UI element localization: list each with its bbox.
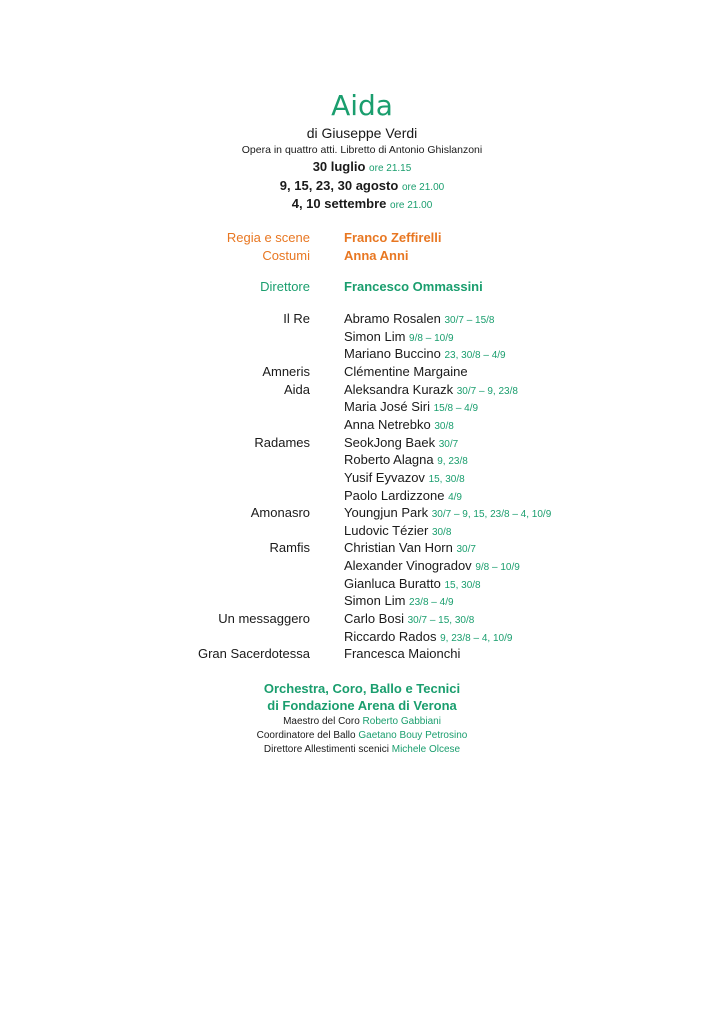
credit-label: Coordinatore del Ballo [256,730,356,741]
role-label: Gran Sacerdotessa [197,646,310,662]
performance-dates: 30/7 – 15/8 [444,315,495,326]
singer-name: Abramo Rosalen [344,311,441,326]
cast-row [0,416,724,434]
role-label: Il Re [283,311,310,326]
role-label: Regia e scene [226,230,310,245]
credit-name: Gaetano Bouy Petrosino [358,730,468,741]
person-name: Anna Anni [344,248,409,263]
singer-name: Riccardo Rados [344,628,437,644]
credit-label: Direttore Allestimenti scenici [263,744,389,755]
date-text: 4, 10 settembre [291,196,387,211]
staff-credit [0,729,724,743]
performance-date [0,195,724,215]
role-label: Aida [283,381,310,397]
singer-name: Yusif Eyvazov [344,469,425,485]
performance-dates: 30/7 – 9, 23/8 [456,385,518,397]
opera-title: Aida [331,89,393,122]
credit-name: Roberto Gabbiani [362,716,441,727]
cast-row [0,469,724,487]
production-credit-row [0,247,724,265]
cast-row [0,363,724,381]
singer-name: Maria José Siri [344,399,430,415]
organization-line: Orchestra, Coro, Ballo e Tecnici [263,681,461,696]
time-text: ore 21.00 [390,200,433,211]
singer-name: Mariano Buccino [344,346,441,362]
role-label: Costumi [262,248,310,263]
role-label: Ramfis [269,540,310,556]
credit-name: Michele Olcese [391,744,461,755]
performance-dates: 23, 30/8 – 4/9 [444,350,506,362]
performance-dates: 30/7 [456,544,476,556]
singer-name: Gianluca Buratto [344,575,441,591]
performance-dates: 9/8 – 10/9 [409,332,454,344]
singer-name: Clémentine Margaine [344,363,468,379]
performance-date [0,177,724,197]
production-credit-row [0,229,724,247]
role-label: Radames [254,434,310,450]
performance-dates: 15, 30/8 [428,473,465,485]
cast-row [0,381,724,399]
role-label: Amonasro [250,505,310,521]
performance-dates: 15, 30/8 [444,579,481,591]
time-text: ore 21.00 [401,182,445,193]
cast-row [0,451,724,469]
staff-credit [0,743,724,757]
cast-row [0,522,724,540]
cast-row [0,592,724,610]
organization-line: di Fondazione Arena di Verona [267,698,457,713]
cast-row [0,539,724,557]
cast-row [0,345,724,363]
cast-row [0,504,724,522]
cast-row [0,645,724,663]
date-text: 30 luglio [312,159,366,174]
singer-name: Ludovic Tézier [344,522,429,538]
performance-dates: 4/9 [448,491,462,503]
cast-row [0,610,724,628]
cast-row [0,434,724,452]
singer-name: Christian Van Horn [344,540,453,556]
singer-name: Simon Lim [344,593,406,609]
credit-label: Maestro del Coro [283,716,360,727]
singer-name: Aleksandra Kurazk [344,381,454,397]
singer-name: Simon Lim [344,328,406,344]
person-name: Francesco Ommassini [344,279,483,294]
date-text: 9, 15, 23, 30 agosto [279,178,399,193]
role-label: Direttore [260,279,310,294]
singer-name: Paolo Lardizzone [344,487,445,503]
staff-credit [0,715,724,729]
cast-row [0,628,724,646]
conductor-row [0,278,724,296]
cast-row [0,398,724,416]
performance-dates: 9/8 – 10/9 [475,562,520,574]
performance-date [0,158,724,178]
singer-name: Alexander Vinogradov [344,558,472,574]
performance-dates: 15/8 – 4/9 [433,403,479,415]
cast-row [0,575,724,593]
performance-dates: 9, 23/8 [437,456,468,468]
performance-dates: 30/8 [434,420,454,432]
subtitle-line: Opera in quattro atti. Libretto di Antonio Ghislanzoni [241,144,483,156]
role-label: Amneris [262,363,310,379]
cast-row [0,310,724,328]
time-text: ore 21.15 [369,163,412,174]
performance-dates: 30/8 [431,526,452,538]
singer-name: Anna Netrebko [344,416,431,432]
cast-row [0,328,724,346]
singer-name: SeokJong Baek [344,434,436,450]
composer-line: di Giuseppe Verdi [306,125,418,141]
performance-dates: 9, 23/8 – 4, 10/9 [440,632,513,644]
person-name: Franco Zeffirelli [344,230,442,245]
role-label: Un messaggero [218,611,310,627]
performance-dates: 30/7 – 9, 15, 23/8 – 4, 10/9 [431,509,552,521]
singer-name: Carlo Bosi [344,611,404,627]
singer-name: Francesca Maionchi [344,646,461,662]
performance-dates: 30/7 [438,438,459,450]
singer-entry [344,645,460,663]
singer-name: Youngjun Park [344,505,429,521]
singer-name: Roberto Alagna [344,452,434,468]
singer-entry [344,363,468,381]
cast-row [0,557,724,575]
cast-row [0,487,724,505]
performance-dates: 23/8 – 4/9 [409,597,454,609]
performance-dates: 30/7 – 15, 30/8 [407,615,475,627]
